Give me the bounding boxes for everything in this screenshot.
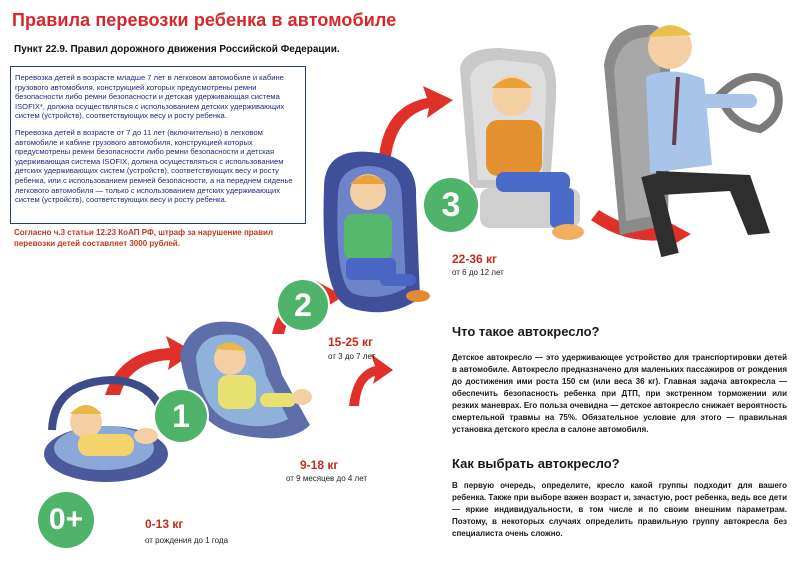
stage-3-badge: 3 xyxy=(424,178,478,232)
page-subtitle: Пункт 22.9. Правил дорожного движения Российской Федерации. xyxy=(14,44,340,55)
stage-2-weight: 15-25 кг xyxy=(328,335,374,349)
adult-driver-image xyxy=(600,5,800,265)
how-choose-text: В первую очередь, определите, кресло какой группы подходит для вашего ребенка. Также при выборе важен возраст и, зачастую, рост ребенка, ведь все дети — яркие индивидуальности, в том числе и по своим внешним параметрам. Поэтому, в некоторых случаях определить правильную группу автокресла без специалиста очень сложно. xyxy=(452,481,787,538)
stage-3-age: от 6 до 12 лет xyxy=(452,268,504,277)
rules-box xyxy=(10,66,306,224)
stage-1-badge: 1 xyxy=(155,390,207,442)
rules-paragraph-1: Перевозка детей в возрасте младше 7 лет в легковом автомобиле и кабине грузового автомобиля, конструкцией которых предусмотрены ремни безопасности либо ремни безопасности и детская удерживающая система ISOFIX*, должна осуществляться с использованием детских удерживающих систем (устройств), соответствующих весу и росту ребенка. xyxy=(15,73,285,121)
what-is-text: Детское автокресло — это удерживающее устройство для транспортировки детей в автомобиле. Автокресло предназначено для маленьких пассажиров от рождения до достижения ими роста 150 см (или веса 36 кг). Главная задача автокресла — обеспечить безопасность ребенка при ДТП, при экстренном торможении или резких маневрах. Его польза очевидна — детское автокресло снижает вероятность смертельной травмы на 75%. Обязательное условие для этого — правильная установка детского кресла в салоне автомобиля. xyxy=(452,353,787,434)
stage-0plus-age: от рождения до 1 года xyxy=(145,536,229,545)
stage-0plus-badge: 0+ xyxy=(38,492,94,548)
how-choose-heading: Как выбрать автокресло? xyxy=(452,456,620,471)
stage-1-weight: 9-18 кг xyxy=(300,458,339,472)
fine-note: Согласно ч.3 статьи 12.23 КоАП РФ, штраф за нарушение правил перевозки детей составляет 3000 рублей. xyxy=(14,228,274,248)
stage-0plus-weight: 0-13 кг xyxy=(145,517,184,531)
page-title: Правила перевозки ребенка в автомобиле xyxy=(12,10,397,30)
stage-2-badge: 2 xyxy=(278,280,328,330)
stage-1-age: от 9 месяцев до 4 лет xyxy=(286,474,368,483)
seat-group2-image xyxy=(310,148,440,328)
rules-paragraph-2: Перевозка детей в возрасте от 7 до 11 лет (включительно) в легковом автомобиле и кабине грузового автомобиля, конструкцией которых предусмотрены ремни безопасности либо ремни безопасности и детская удерживающая система ISOFIX, должна осуществляться с использованием детских удерживающих систем (устройств), соответствующих весу и росту ребенка, или с использованием ремней безопасности, а на переднем сиденье легкового автомобиля — только с использованием детских удерживающих систем (устройств), соответствующих весу и росту ребенка. xyxy=(15,127,293,205)
stage-3-weight: 22-36 кг xyxy=(452,252,498,266)
what-is-heading: Что такое автокресло? xyxy=(452,324,600,339)
stage-2-age: от 3 до 7 лет xyxy=(328,352,376,361)
